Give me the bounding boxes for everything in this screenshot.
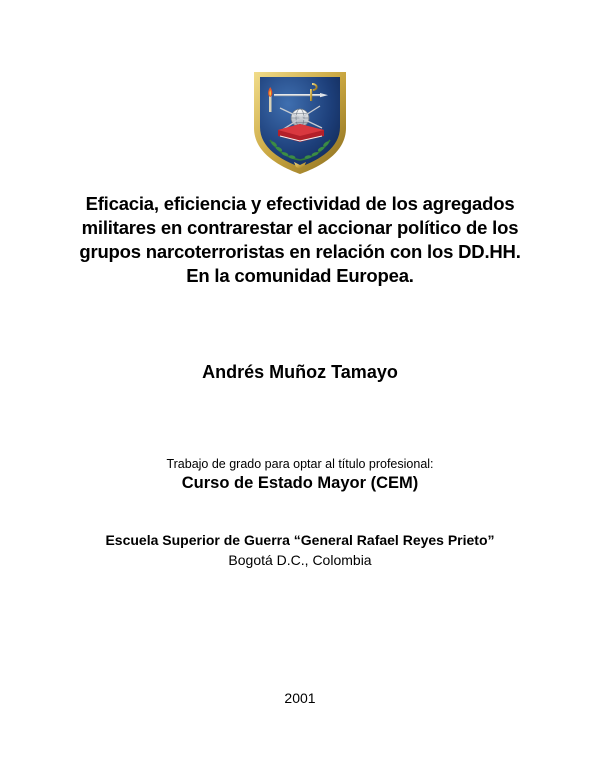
institution-crest-icon xyxy=(252,70,348,176)
author-name: Andrés Muñoz Tamayo xyxy=(202,362,398,382)
publication-year: 2001 xyxy=(284,690,316,706)
thesis-title-line: Eficacia, eficiencia y efectividad de los agregados xyxy=(85,193,515,214)
city-location: Bogotá D.C., Colombia xyxy=(228,552,372,568)
school-name: Escuela Superior de Guerra “General Rafael Reyes Prieto” xyxy=(105,532,495,548)
thesis-title-line: En la comunidad Europea. xyxy=(186,265,414,286)
thesis-title-line: grupos narcoterroristas en relación con los DD.HH. xyxy=(79,241,521,262)
thesis-title-line: militares en contrarestar el accionar político de los xyxy=(81,217,519,238)
thesis-title xyxy=(60,192,540,288)
degree-intro-text: Trabajo de grado para optar al título profesional: xyxy=(166,457,434,471)
degree-name: Curso de Estado Mayor (CEM) xyxy=(181,474,419,492)
